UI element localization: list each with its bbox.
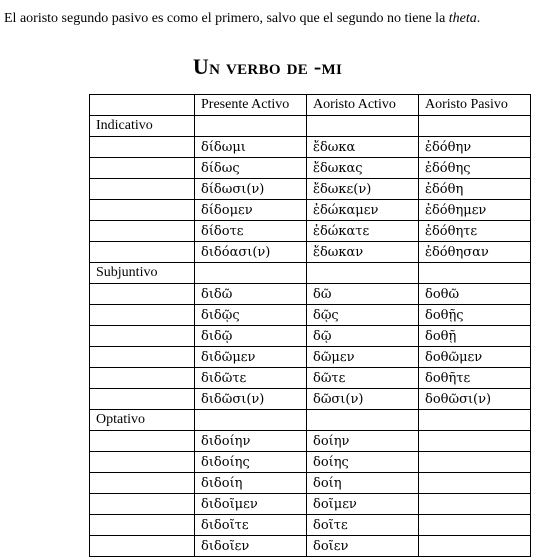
greek-form-cell	[419, 515, 531, 536]
greek-form-cell: δοθῆτε	[419, 368, 531, 389]
table-cell-empty	[90, 368, 195, 389]
greek-form-cell: ἐδώκαμεν	[307, 200, 419, 221]
greek-form-cell: δίδομεν	[195, 200, 307, 221]
header-cell-empty	[90, 95, 195, 116]
greek-form-cell: δῷ	[307, 326, 419, 347]
greek-form-cell: ἐδώκατε	[307, 221, 419, 242]
greek-form-cell: διδῶτε	[195, 368, 307, 389]
table-cell-empty	[90, 431, 195, 452]
table-row	[90, 242, 531, 263]
conjugation-table	[89, 94, 531, 557]
table-cell-empty	[90, 221, 195, 242]
table-cell-empty	[307, 410, 419, 431]
greek-form-cell: ἐδόθης	[419, 158, 531, 179]
table-row	[90, 389, 531, 410]
table-cell-empty	[90, 242, 195, 263]
table-cell-empty	[419, 116, 531, 137]
greek-form-cell: διδοῖεν	[195, 536, 307, 557]
intro-end: .	[476, 11, 481, 26]
table-cell-empty	[419, 263, 531, 284]
table-cell-empty	[90, 137, 195, 158]
intro-text: El aoristo segundo pasivo es como el primero, salvo que el segundo no tiene la	[4, 11, 449, 26]
greek-form-cell: δοίην	[307, 431, 419, 452]
greek-form-cell: δοθῇς	[419, 305, 531, 326]
greek-form-cell: δῷς	[307, 305, 419, 326]
greek-form-cell: διδοίη	[195, 473, 307, 494]
table-cell-empty	[90, 158, 195, 179]
greek-form-cell: ἔδωκας	[307, 158, 419, 179]
greek-form-cell: δοθῶ	[419, 284, 531, 305]
table-cell-empty	[90, 305, 195, 326]
section-label: Subjuntivo	[90, 263, 195, 284]
section-label: Optativo	[90, 410, 195, 431]
greek-form-cell: δίδωμι	[195, 137, 307, 158]
greek-form-cell: ἔδωκε(ν)	[307, 179, 419, 200]
greek-form-cell: διδοίην	[195, 431, 307, 452]
table-header-row	[90, 95, 531, 116]
table-cell-empty	[307, 116, 419, 137]
greek-form-cell: δοθῶμεν	[419, 347, 531, 368]
table-cell-empty	[90, 326, 195, 347]
table-row	[90, 179, 531, 200]
greek-form-cell: δῶσι(ν)	[307, 389, 419, 410]
intro-paragraph	[4, 9, 532, 29]
greek-form-cell: δίδοτε	[195, 221, 307, 242]
table-row	[90, 368, 531, 389]
greek-form-cell: ἐδόθη	[419, 179, 531, 200]
greek-form-cell: δῶτε	[307, 368, 419, 389]
table-row	[90, 284, 531, 305]
table-cell-empty	[90, 473, 195, 494]
greek-form-cell: διδῷ	[195, 326, 307, 347]
greek-form-cell: ἔδωκαν	[307, 242, 419, 263]
greek-form-cell: δοθῇ	[419, 326, 531, 347]
greek-form-cell: ἐδόθητε	[419, 221, 531, 242]
table-cell-empty	[195, 410, 307, 431]
table-cell-empty	[90, 389, 195, 410]
greek-form-cell: δοίη	[307, 473, 419, 494]
table-cell-empty	[90, 179, 195, 200]
greek-form-cell: δῶμεν	[307, 347, 419, 368]
table-cell-empty	[90, 284, 195, 305]
table-cell-empty	[90, 515, 195, 536]
table-cell-empty	[419, 410, 531, 431]
table-row	[90, 221, 531, 242]
section-heading: Un verbo de -μι	[192, 54, 343, 79]
table-row	[90, 305, 531, 326]
section-row	[90, 410, 531, 431]
table-row	[90, 473, 531, 494]
table-row	[90, 515, 531, 536]
table-cell-empty	[90, 452, 195, 473]
table-cell-empty	[195, 116, 307, 137]
greek-form-cell	[419, 431, 531, 452]
greek-form-cell: διδόασι(ν)	[195, 242, 307, 263]
header-presente-activo: Presente Activo	[195, 95, 307, 116]
section-row	[90, 263, 531, 284]
table-cell-empty	[90, 347, 195, 368]
table-row	[90, 200, 531, 221]
greek-form-cell: δοίης	[307, 452, 419, 473]
greek-form-cell	[419, 494, 531, 515]
table-cell-empty	[307, 263, 419, 284]
table-cell-empty	[90, 536, 195, 557]
table-cell-empty	[195, 263, 307, 284]
greek-form-cell	[419, 452, 531, 473]
table-row	[90, 536, 531, 557]
greek-form-cell: διδοῖμεν	[195, 494, 307, 515]
header-aoristo-activo: Aoristo Activo	[307, 95, 419, 116]
greek-form-cell: δίδωσι(ν)	[195, 179, 307, 200]
greek-form-cell: δοῖεν	[307, 536, 419, 557]
greek-form-cell: δοῖτε	[307, 515, 419, 536]
table-row	[90, 326, 531, 347]
greek-form-cell: δῶ	[307, 284, 419, 305]
greek-form-cell: ἐδόθην	[419, 137, 531, 158]
header-aoristo-pasivo: Aoristo Pasivo	[419, 95, 531, 116]
intro-emphasis: theta	[448, 11, 477, 26]
greek-form-cell	[419, 536, 531, 557]
section-row	[90, 116, 531, 137]
table-cell-empty	[90, 494, 195, 515]
table-body	[90, 116, 531, 557]
greek-form-cell: δοθῶσι(ν)	[419, 389, 531, 410]
table-row	[90, 347, 531, 368]
greek-form-cell: δοῖμεν	[307, 494, 419, 515]
greek-form-cell: διδοίης	[195, 452, 307, 473]
greek-form-cell	[419, 473, 531, 494]
greek-form-cell: ἐδόθημεν	[419, 200, 531, 221]
section-label: Indicativo	[90, 116, 195, 137]
greek-form-cell: διδῶμεν	[195, 347, 307, 368]
greek-form-cell: διδῶ	[195, 284, 307, 305]
table-row	[90, 137, 531, 158]
greek-form-cell: δίδως	[195, 158, 307, 179]
greek-form-cell: διδῷς	[195, 305, 307, 326]
table-cell-empty	[90, 200, 195, 221]
greek-form-cell: ἔδωκα	[307, 137, 419, 158]
greek-form-cell: διδοῖτε	[195, 515, 307, 536]
greek-form-cell: διδῶσι(ν)	[195, 389, 307, 410]
table-row	[90, 431, 531, 452]
table-row	[90, 452, 531, 473]
table-row	[90, 158, 531, 179]
greek-form-cell: ἐδόθησαν	[419, 242, 531, 263]
table-row	[90, 494, 531, 515]
